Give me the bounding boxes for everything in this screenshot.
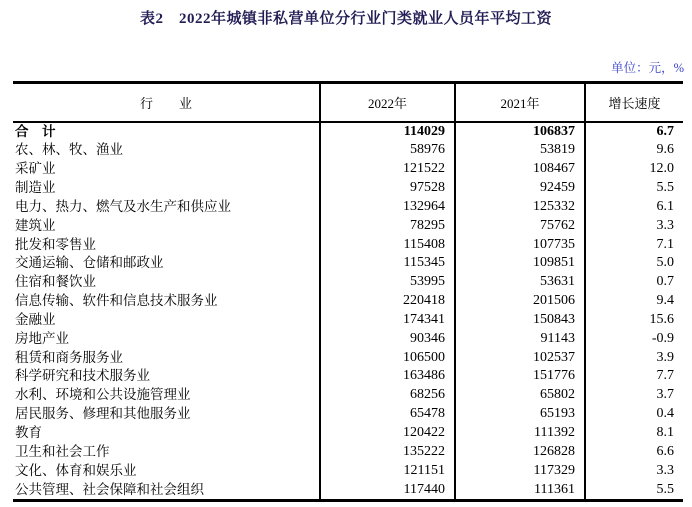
value-2022-cell: 163486 xyxy=(320,367,455,386)
value-2022-cell: 117440 xyxy=(320,481,455,501)
col-header-growth: 增长速度 xyxy=(585,83,683,122)
growth-rate-cell: 7.7 xyxy=(585,367,683,386)
table-row xyxy=(13,141,683,160)
value-2022-cell: 65478 xyxy=(320,405,455,424)
industry-cell: 合 计 xyxy=(15,123,56,139)
table-row xyxy=(13,367,683,386)
value-2022-cell: 115408 xyxy=(320,236,455,255)
industry-cell: 教育 xyxy=(15,425,42,440)
value-2021-cell: 102537 xyxy=(455,349,585,368)
growth-rate-cell: 7.1 xyxy=(585,236,683,255)
industry-cell: 文化、体育和娱乐业 xyxy=(15,462,137,478)
table-row xyxy=(13,386,683,405)
table-row xyxy=(13,481,683,501)
col-header-2021: 2021年 xyxy=(455,83,585,122)
table-row xyxy=(13,179,683,198)
growth-rate-cell: 15.6 xyxy=(585,311,683,330)
industry-cell: 金融业 xyxy=(15,311,56,327)
value-2022-cell: 115345 xyxy=(320,254,455,273)
value-2022-cell: 135222 xyxy=(320,443,455,462)
table-row xyxy=(13,443,683,462)
growth-rate-cell: 5.0 xyxy=(585,254,683,273)
growth-rate-cell: 9.4 xyxy=(585,292,683,311)
value-2021-cell: 75762 xyxy=(455,217,585,236)
value-2021-cell: 111361 xyxy=(455,481,585,501)
col-header-industry: 行 业 xyxy=(13,83,320,122)
value-2021-cell: 65802 xyxy=(455,386,585,405)
growth-rate-cell: 3.9 xyxy=(585,349,683,368)
growth-rate-cell: 8.1 xyxy=(585,424,683,443)
table-row xyxy=(13,349,683,368)
table-row xyxy=(13,462,683,481)
value-2021-cell: 126828 xyxy=(455,443,585,462)
value-2021-cell: 201506 xyxy=(455,292,585,311)
wage-table-body xyxy=(13,122,683,501)
table-row xyxy=(13,217,683,236)
industry-cell: 交通运输、仓储和邮政业 xyxy=(15,255,164,271)
value-2021-cell: 92459 xyxy=(455,179,585,198)
table-row xyxy=(13,292,683,311)
value-2022-cell: 174341 xyxy=(320,311,455,330)
table-row xyxy=(13,311,683,330)
value-2022-cell: 132964 xyxy=(320,198,455,217)
table-row xyxy=(13,330,683,349)
growth-rate-cell: 0.7 xyxy=(585,273,683,292)
growth-rate-cell: 3.7 xyxy=(585,386,683,405)
industry-cell: 居民服务、修理和其他服务业 xyxy=(15,406,191,422)
table-row xyxy=(13,198,683,217)
industry-cell: 采矿业 xyxy=(15,161,56,177)
wage-table xyxy=(13,81,683,502)
value-2022-cell: 114029 xyxy=(320,122,455,142)
value-2021-cell: 111392 xyxy=(455,424,585,443)
growth-rate-cell: 6.1 xyxy=(585,198,683,217)
value-2021-cell: 65193 xyxy=(455,405,585,424)
industry-cell: 建筑业 xyxy=(15,217,56,233)
value-2022-cell: 97528 xyxy=(320,179,455,198)
value-2022-cell: 78295 xyxy=(320,217,455,236)
value-2022-cell: 121151 xyxy=(320,462,455,481)
value-2022-cell: 53995 xyxy=(320,273,455,292)
industry-cell: 租赁和商务服务业 xyxy=(15,349,123,365)
value-2021-cell: 117329 xyxy=(455,462,585,481)
value-2021-cell: 53631 xyxy=(455,273,585,292)
value-2022-cell: 120422 xyxy=(320,424,455,443)
industry-cell: 住宿和餐饮业 xyxy=(15,274,96,290)
table-title: 表2 2022年城镇非私营单位分行业门类就业人员年平均工资 xyxy=(139,11,552,27)
value-2022-cell: 121522 xyxy=(320,160,455,179)
table-row xyxy=(13,122,683,142)
growth-rate-cell: 5.5 xyxy=(585,179,683,198)
growth-rate-cell: 12.0 xyxy=(585,160,683,179)
value-2021-cell: 109851 xyxy=(455,254,585,273)
table-row xyxy=(13,405,683,424)
growth-rate-cell: 6.6 xyxy=(585,443,683,462)
value-2021-cell: 125332 xyxy=(455,198,585,217)
value-2022-cell: 68256 xyxy=(320,386,455,405)
value-2021-cell: 107735 xyxy=(455,236,585,255)
value-2021-cell: 106837 xyxy=(455,122,585,142)
industry-cell: 卫生和社会工作 xyxy=(15,443,110,459)
growth-rate-cell: 3.3 xyxy=(585,217,683,236)
growth-rate-cell: 0.4 xyxy=(585,405,683,424)
growth-rate-cell: 6.7 xyxy=(585,122,683,142)
industry-cell: 水利、环境和公共设施管理业 xyxy=(15,387,191,403)
unit-note: 单位：元，% xyxy=(611,61,684,75)
table-row xyxy=(13,273,683,292)
industry-cell: 农、林、牧、渔业 xyxy=(15,142,123,158)
industry-cell: 科学研究和技术服务业 xyxy=(15,368,150,384)
growth-rate-cell: 9.6 xyxy=(585,141,683,160)
industry-cell: 电力、热力、燃气及水生产和供应业 xyxy=(15,198,231,214)
industry-cell: 公共管理、社会保障和社会组织 xyxy=(15,481,204,497)
industry-cell: 信息传输、软件和信息技术服务业 xyxy=(15,293,218,309)
value-2022-cell: 58976 xyxy=(320,141,455,160)
value-2021-cell: 53819 xyxy=(455,141,585,160)
industry-cell: 房地产业 xyxy=(15,330,69,346)
growth-rate-cell: 3.3 xyxy=(585,462,683,481)
value-2022-cell: 106500 xyxy=(320,349,455,368)
value-2022-cell: 220418 xyxy=(320,292,455,311)
table-row xyxy=(13,160,683,179)
value-2021-cell: 151776 xyxy=(455,367,585,386)
value-2021-cell: 150843 xyxy=(455,311,585,330)
industry-cell: 制造业 xyxy=(15,180,56,196)
table-row xyxy=(13,254,683,273)
growth-rate-cell: -0.9 xyxy=(585,330,683,349)
value-2022-cell: 90346 xyxy=(320,330,455,349)
value-2021-cell: 108467 xyxy=(455,160,585,179)
col-header-2022: 2022年 xyxy=(320,83,455,122)
wage-table-header xyxy=(13,83,683,122)
table-row xyxy=(13,424,683,443)
header-row xyxy=(13,83,683,122)
growth-rate-cell: 5.5 xyxy=(585,481,683,501)
table-row xyxy=(13,236,683,255)
industry-cell: 批发和零售业 xyxy=(15,236,96,252)
value-2021-cell: 91143 xyxy=(455,330,585,349)
